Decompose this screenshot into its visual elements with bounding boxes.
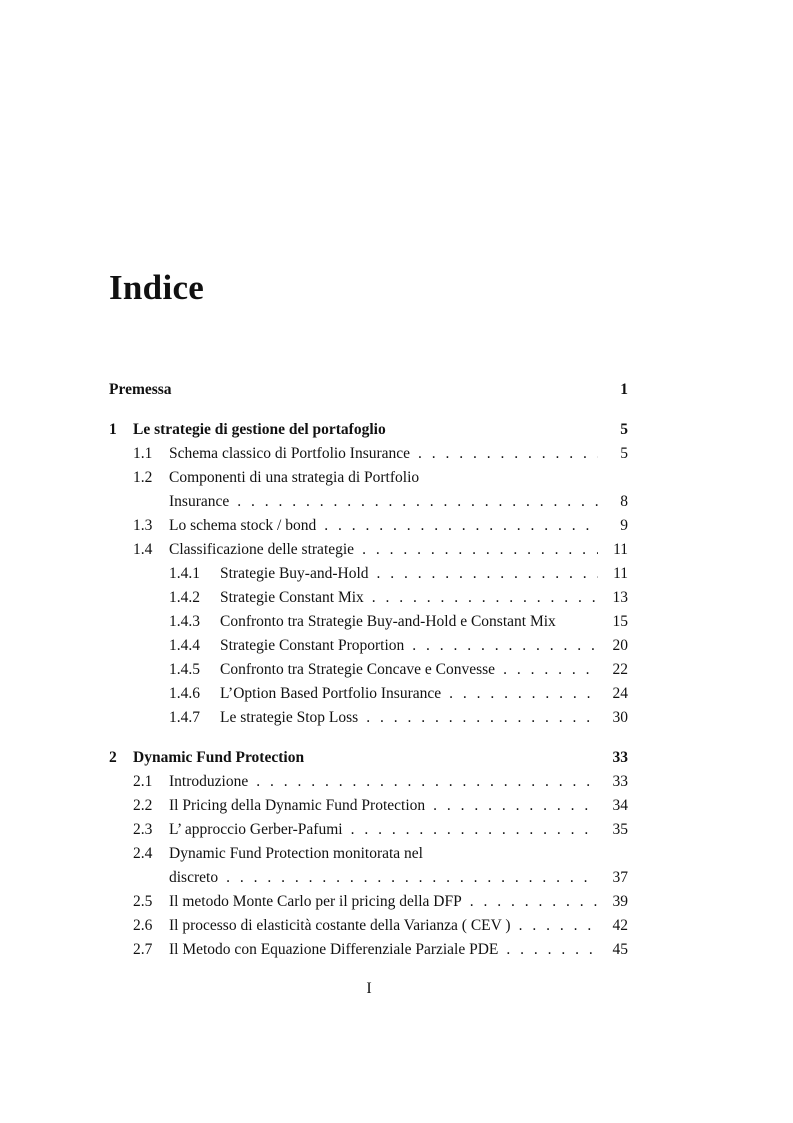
toc-section-2-3[interactable]: [109, 818, 628, 842]
toc-entry-title: Strategie Buy-and-Hold: [220, 565, 369, 582]
toc-entry-number: 1.2: [133, 469, 153, 486]
page-number: I: [366, 980, 372, 997]
toc-entry-page: 30: [612, 709, 628, 726]
toc-entry-page: 24: [612, 685, 628, 702]
toc-subsection-1-4-4[interactable]: [109, 634, 628, 658]
toc-subsection-1-4-3[interactable]: [109, 610, 628, 634]
toc-entry-title: Lo schema stock / bond: [169, 517, 317, 534]
toc-entry-page: 11: [613, 565, 628, 582]
toc-entry-title: Strategie Constant Proportion: [220, 637, 405, 654]
toc-section-2-7[interactable]: [109, 938, 628, 962]
toc-entry-title: Strategie Constant Mix: [220, 589, 364, 606]
toc-entry-page: 45: [612, 941, 628, 958]
toc-entry-page: 13: [612, 589, 628, 606]
toc-entry-number: 2: [109, 749, 117, 766]
toc-entry-number: 1.4.4: [169, 637, 200, 654]
toc-entry-number: 1.3: [133, 517, 153, 534]
toc-entry-title: Confronto tra Strategie Concave e Convesse: [220, 661, 496, 678]
toc-entry-title: Le strategie Stop Loss: [220, 709, 359, 726]
toc-entry-number: 2.4: [133, 845, 153, 862]
toc-section-1-1[interactable]: [109, 442, 628, 466]
toc-entry-title: Dynamic Fund Protection monitorata nel: [169, 845, 423, 862]
toc-entry-title: Componenti di una strategia di Portfolio: [169, 469, 420, 486]
toc-entry-title-continued: Insurance: [169, 493, 230, 510]
toc-entry-title: Introduzione: [169, 773, 249, 790]
toc-entry-page: 5: [620, 421, 628, 438]
toc-entry-page: 35: [612, 821, 628, 838]
toc-entry-number: 2.1: [133, 773, 153, 790]
toc-entry-number: 2.2: [133, 797, 153, 814]
dot-leader: [233, 490, 598, 514]
toc-entry-title: Schema classico di Portfolio Insurance: [169, 445, 411, 462]
toc-entry-title: Dynamic Fund Protection: [133, 749, 305, 766]
toc-entry-page: 15: [612, 613, 628, 630]
toc-section-2-1[interactable]: [109, 770, 628, 794]
dot-leader: [373, 562, 598, 586]
dot-leader: [347, 818, 598, 842]
toc-entry-number: 2.7: [133, 941, 153, 958]
page-title: Indice: [109, 268, 205, 307]
toc-entry-page: 20: [612, 637, 628, 654]
table-of-contents: [109, 378, 628, 962]
dot-leader: [368, 586, 598, 610]
dot-leader: [320, 514, 598, 538]
toc-entry-title: Premessa: [109, 381, 172, 398]
dot-leader: [414, 442, 598, 466]
dot-leader: [252, 770, 598, 794]
toc-entry-title: Il metodo Monte Carlo per il pricing della DFP: [169, 893, 462, 910]
dot-leader: [502, 938, 598, 962]
toc-subsection-1-4-2[interactable]: [109, 586, 628, 610]
toc-chapter-2[interactable]: [109, 746, 628, 770]
toc-entry-number: 1.4.6: [169, 685, 200, 702]
toc-entry-page: 22: [612, 661, 628, 678]
toc-entry-number: 1.4.7: [169, 709, 200, 726]
toc-entry-page: 33: [612, 749, 628, 766]
toc-entry-title: Il Pricing della Dynamic Fund Protection: [169, 797, 426, 814]
dot-leader: [222, 866, 598, 890]
toc-entry-title: Confronto tra Strategie Buy-and-Hold e Constant Mix: [220, 613, 556, 630]
toc-subsection-1-4-6[interactable]: [109, 682, 628, 706]
toc-entry-number: 2.6: [133, 917, 153, 934]
dot-leader: [429, 794, 598, 818]
toc-section-1-2-continued[interactable]: [109, 490, 628, 514]
toc-entry-page: 42: [612, 917, 628, 934]
toc-entry-number: 1.4.1: [169, 565, 200, 582]
toc-entry-page: 37: [612, 869, 628, 886]
toc-entry-number: 2.5: [133, 893, 153, 910]
toc-entry-number: 1.4.3: [169, 613, 200, 630]
toc-subsection-1-4-5[interactable]: [109, 658, 628, 682]
dot-leader: [445, 682, 598, 706]
toc-entry-page: 8: [620, 493, 628, 510]
toc-section-2-6[interactable]: [109, 914, 628, 938]
toc-entry-page: 34: [612, 797, 628, 814]
toc-entry-page: 11: [613, 541, 628, 558]
toc-entry-title: Il processo di elasticità costante della Varianza ( CEV ): [169, 917, 511, 934]
toc-section-1-3[interactable]: [109, 514, 628, 538]
toc-entry-number: 2.3: [133, 821, 153, 838]
toc-entry-title: Classificazione delle strategie: [169, 541, 355, 558]
toc-entry-title: Le strategie di gestione del portafoglio: [133, 421, 386, 438]
toc-entry-page: 39: [612, 893, 628, 910]
toc-entry-page: 1: [620, 381, 628, 398]
toc-entry-number: 1.4.5: [169, 661, 200, 678]
toc-section-1-2[interactable]: [109, 466, 628, 490]
toc-chapter-1[interactable]: [109, 418, 628, 442]
toc-entry-title-continued: discreto: [169, 869, 219, 886]
toc-entry-number: 1: [109, 421, 117, 438]
dot-leader: [362, 706, 598, 730]
toc-entry-premessa[interactable]: [109, 378, 628, 402]
toc-section-1-4[interactable]: [109, 538, 628, 562]
toc-entry-title: L’ approccio Gerber-Pafumi: [169, 821, 343, 838]
toc-entry-title: Il Metodo con Equazione Differenziale Parziale PDE: [169, 941, 499, 958]
dot-leader: [499, 658, 598, 682]
dot-leader: [466, 890, 598, 914]
toc-entry-number: 1.4.2: [169, 589, 200, 606]
toc-entry-number: 1.4: [133, 541, 153, 558]
toc-section-2-4[interactable]: [109, 842, 628, 866]
toc-section-2-4-continued[interactable]: [109, 866, 628, 890]
toc-subsection-1-4-7[interactable]: [109, 706, 628, 730]
toc-section-2-2[interactable]: [109, 794, 628, 818]
toc-entry-title: L’Option Based Portfolio Insurance: [220, 685, 442, 702]
dot-leader: [358, 538, 598, 562]
dot-leader: [408, 634, 598, 658]
dot-leader: [515, 914, 598, 938]
toc-subsection-1-4-1[interactable]: [109, 562, 628, 586]
toc-entry-page: 33: [612, 773, 628, 790]
toc-entry-number: 1.1: [133, 445, 153, 462]
toc-section-2-5[interactable]: [109, 890, 628, 914]
toc-entry-page: 5: [620, 445, 628, 462]
toc-entry-page: 9: [620, 517, 628, 534]
